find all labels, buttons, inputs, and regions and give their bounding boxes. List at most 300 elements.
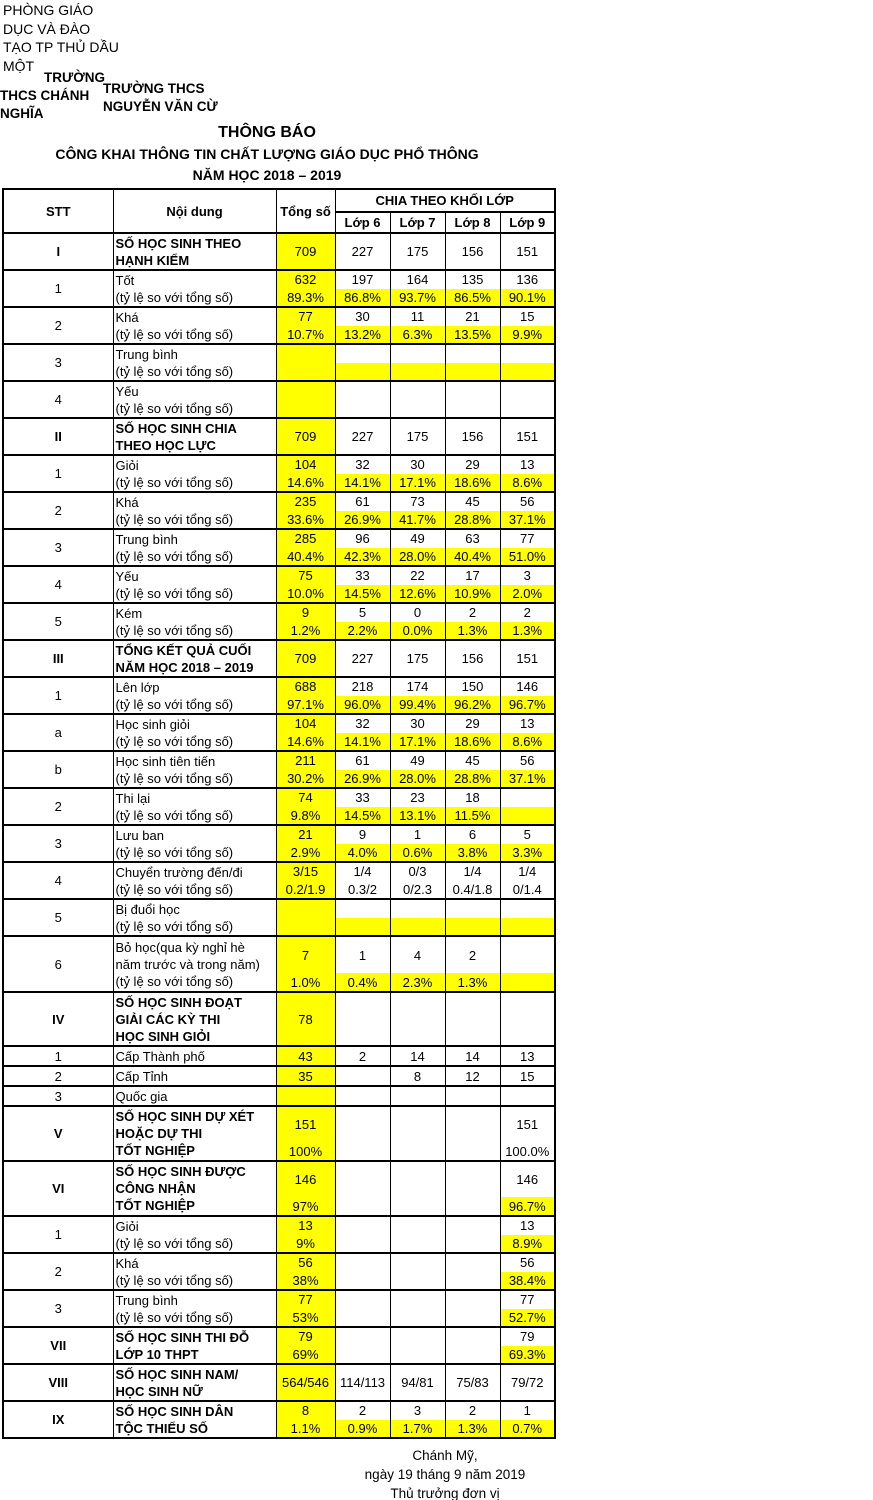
value-line: 28.0% [391, 770, 445, 788]
value-line [336, 1291, 390, 1309]
value-line: 218 [351, 679, 374, 695]
value-line: 96 [355, 531, 370, 547]
content-line: (tỷ lệ so với tổng số) [115, 474, 234, 490]
value-line: 79 [298, 1329, 313, 1345]
value-line: 30.2% [287, 770, 324, 786]
value-line [336, 363, 390, 381]
value-line: 17.1% [391, 733, 445, 751]
grade-cell [500, 307, 555, 344]
grade-cell [445, 751, 500, 788]
value-line [391, 400, 445, 418]
grade-cell [445, 677, 500, 714]
content-cell [113, 825, 276, 862]
value-line [446, 1235, 500, 1253]
stt-cell: 1 [3, 1046, 113, 1066]
grade-cell [500, 381, 555, 418]
value-line [446, 1142, 500, 1160]
value-line: 96.7% [501, 1197, 555, 1215]
value-line [336, 1272, 390, 1290]
value-line: 0/2.3 [403, 881, 432, 897]
value-line: 73 [410, 494, 425, 510]
grade-cell [335, 381, 390, 418]
stt-cell: VI [3, 1161, 113, 1216]
value-line: 53% [292, 1309, 319, 1325]
stt-cell: 2 [3, 307, 113, 344]
content-line: SỐ HỌC SINH ĐOẠT [115, 994, 242, 1010]
value-line: 28.8% [446, 511, 500, 529]
value-line: 99.4% [391, 696, 445, 714]
grade-cell [335, 751, 390, 788]
content-cell [113, 270, 276, 307]
grade-cell [445, 307, 500, 344]
value-line [501, 400, 555, 418]
grade-cell [390, 677, 445, 714]
grade-cell [445, 825, 500, 862]
grade-cell [500, 992, 555, 1046]
content-line: (tỷ lệ so với tổng số) [115, 363, 234, 379]
value-line: 38% [292, 1272, 319, 1288]
value-line [391, 993, 445, 1045]
grade-cell [390, 1401, 445, 1438]
grade-cell [500, 1046, 555, 1066]
value-line: 2.3% [391, 973, 445, 991]
school-name-chanh-nghia [0, 69, 108, 123]
value-line [336, 1254, 390, 1272]
total-cell [276, 640, 335, 677]
grade-cell [335, 603, 390, 640]
value-line: 75/83 [456, 1375, 489, 1390]
value-line [446, 1107, 500, 1142]
grade-cell [390, 751, 445, 788]
total-cell [276, 381, 335, 418]
grade-cell [335, 529, 390, 566]
stt-cell: 3 [3, 344, 113, 381]
stt-cell: 1 [3, 455, 113, 492]
content-cell [113, 1327, 276, 1364]
table-row [3, 233, 555, 270]
value-line: 0.4% [336, 973, 390, 991]
value-line [446, 400, 500, 418]
total-cell [276, 1364, 335, 1401]
header-row-top [3, 189, 555, 212]
value-line: 13.1% [391, 807, 445, 825]
value-line: 86.5% [446, 289, 500, 307]
total-cell [276, 1327, 335, 1364]
value-line: 30 [410, 457, 425, 473]
content-line: (tỷ lệ so với tổng số) [115, 807, 234, 823]
value-line: 2 [468, 605, 477, 621]
grade-cell [500, 1364, 555, 1401]
value-line: 11.5% [446, 807, 500, 825]
value-line [501, 363, 555, 381]
grade-cell [390, 270, 445, 307]
grade-cell [445, 455, 500, 492]
grade-cell [445, 1066, 500, 1086]
content-cell [113, 936, 276, 992]
content-cell [113, 899, 276, 936]
content-cell [113, 1364, 276, 1401]
value-line [336, 1217, 390, 1235]
grade-cell [445, 566, 500, 603]
value-line: 56 [298, 1255, 313, 1271]
content-line: SỐ HỌC SINH CHIA [115, 420, 237, 436]
value-line: 1.3% [501, 622, 555, 640]
value-line: 0/3 [408, 864, 427, 880]
value-line [336, 1087, 390, 1105]
stt-cell: VII [3, 1327, 113, 1364]
content-line: Yếu [115, 568, 139, 584]
value-line [501, 1087, 555, 1105]
value-line: 211 [295, 753, 316, 769]
content-line: Khá [115, 494, 139, 510]
value-line: 18.6% [446, 474, 500, 492]
total-cell [276, 714, 335, 751]
value-line [391, 1291, 445, 1309]
content-line: SỐ HỌC SINH NAM/ [115, 1366, 239, 1382]
content-line: TỔNG KẾT QUẢ CUỐI [115, 642, 252, 658]
value-line [336, 900, 390, 918]
stt-cell: 1 [3, 270, 113, 307]
value-line [446, 1328, 500, 1346]
value-line: 37.1% [501, 770, 555, 788]
notice-subtitle: CÔNG KHAI THÔNG TIN CHẤT LƯỢNG GIÁO DỤC PHỔ THÔNG [55, 146, 479, 162]
content-line: HOẶC DỰ THI [115, 1126, 203, 1141]
value-line: 0 [413, 605, 422, 621]
table-row [3, 862, 555, 899]
content-line: Quốc gia [115, 1088, 168, 1104]
grade-cell [390, 862, 445, 899]
value-line: 10.0% [287, 585, 324, 601]
value-line: 49 [410, 531, 425, 547]
grade-cell [390, 566, 445, 603]
value-line: 17.1% [391, 474, 445, 492]
value-line [501, 918, 555, 936]
text-line: NGUYỄN VĂN CỪ [103, 99, 218, 114]
content-line: (tỷ lệ so với tổng số) [115, 622, 234, 638]
grade-cell [390, 899, 445, 936]
grade-cell [500, 344, 555, 381]
value-line [336, 400, 390, 418]
content-cell [113, 381, 276, 418]
content-line: (tỷ lệ so với tổng số) [115, 1309, 234, 1325]
value-line: 11 [410, 309, 425, 325]
stt-cell: 3 [3, 1086, 113, 1106]
grade-cell [390, 936, 445, 992]
content-line: Bị đuổi học [115, 901, 180, 917]
value-line: 156 [461, 429, 484, 444]
value-line: 40.4% [446, 548, 500, 566]
value-line: 77 [520, 531, 535, 547]
value-line: 93.7% [391, 289, 445, 307]
table-row [3, 1066, 555, 1086]
table-row [3, 751, 555, 788]
value-line: 13 [520, 457, 535, 473]
grade-cell [335, 233, 390, 270]
value-line [391, 363, 445, 381]
value-line [336, 1162, 390, 1197]
grade-cell [335, 492, 390, 529]
value-line: 13 [520, 1218, 535, 1234]
content-line: (tỷ lệ so với tổng số) [115, 696, 234, 712]
grade-cell [445, 936, 500, 992]
grade-cell [445, 233, 500, 270]
table-row [3, 307, 555, 344]
value-line [277, 382, 335, 400]
grade-cell [335, 1046, 390, 1066]
value-line [336, 1235, 390, 1253]
grade-cell [335, 640, 390, 677]
total-cell [276, 1106, 335, 1161]
grade-cell [500, 1161, 555, 1216]
value-line: 14.1% [336, 733, 390, 751]
table-row [3, 344, 555, 381]
school-name-nguyen-van-cu [103, 80, 218, 116]
stt-cell: 2 [3, 1066, 113, 1086]
value-line: 30 [355, 309, 370, 325]
content-line: (tỷ lệ so với tổng số) [115, 585, 234, 601]
value-line [446, 1162, 500, 1197]
content-line: SỐ HỌC SINH ĐƯỢC [115, 1164, 246, 1179]
total-cell [276, 936, 335, 992]
table-row [3, 1290, 555, 1327]
value-line: 2 [523, 605, 531, 621]
value-line: 709 [294, 651, 317, 666]
grade-cell [390, 788, 445, 825]
content-line: Cấp Tỉnh [115, 1068, 169, 1084]
grade-cell [445, 1106, 500, 1161]
value-line: 564/546 [282, 1375, 329, 1390]
content-line: Bỏ học(qua kỳ nghỉ hè [115, 939, 245, 955]
grade-cell [390, 418, 445, 455]
value-line: 52.7% [501, 1309, 555, 1327]
stt-cell: 1 [3, 1216, 113, 1253]
content-line: (tỷ lệ so với tổng số) [115, 1272, 234, 1288]
text-line: TẠO TP THỦ DẦU [3, 39, 119, 55]
value-line: 1/4 [353, 864, 372, 880]
value-line: 1.2% [290, 622, 321, 638]
content-cell [113, 788, 276, 825]
grade-cell [445, 1364, 500, 1401]
col-header-group: CHIA THEO KHỐI LỚP [335, 189, 555, 212]
grade-cell [500, 566, 555, 603]
grade-cell [445, 270, 500, 307]
content-cell [113, 640, 276, 677]
value-line: 104 [294, 716, 317, 732]
content-line: SỐ HỌC SINH DỰ XÉT [115, 1109, 255, 1124]
value-line: 135 [461, 272, 484, 288]
title-block [0, 122, 534, 186]
grade-cell [445, 788, 500, 825]
value-line: 22 [410, 568, 425, 584]
value-line [446, 345, 500, 363]
col-header-class: Lớp 8 [445, 212, 500, 233]
grade-cell [500, 825, 555, 862]
content-cell [113, 603, 276, 640]
value-line: 164 [406, 272, 429, 288]
value-line: 69% [292, 1346, 319, 1362]
value-line: 12.6% [391, 585, 445, 603]
text-line: NGHĨA [0, 106, 44, 121]
grade-cell [445, 1253, 500, 1290]
total-cell [276, 233, 335, 270]
quality-report-table [2, 188, 556, 1439]
notice-title: THÔNG BÁO [218, 124, 316, 141]
value-line: 227 [351, 651, 374, 666]
value-line: 235 [294, 494, 317, 510]
grade-cell [335, 1364, 390, 1401]
grade-cell [390, 1253, 445, 1290]
content-line: (tỷ lệ so với tổng số) [115, 770, 234, 786]
grade-cell [390, 1066, 445, 1086]
content-line: HẠNH KIỂM [115, 252, 190, 268]
stt-cell: 4 [3, 862, 113, 899]
grade-cell [445, 1401, 500, 1438]
content-line: (tỷ lệ so với tổng số) [115, 289, 234, 305]
value-line: 14.5% [336, 585, 390, 603]
value-line: 2 [468, 1403, 477, 1419]
value-line: 10.7% [287, 326, 324, 342]
grade-cell [335, 714, 390, 751]
grade-cell [390, 1046, 445, 1066]
value-line: 96.0% [336, 696, 390, 714]
content-cell [113, 1066, 276, 1086]
value-line: 97.1% [287, 696, 324, 712]
value-line: 151 [294, 1117, 317, 1133]
grade-cell [335, 455, 390, 492]
value-line: 8 [301, 1403, 310, 1419]
value-line: 14.6% [287, 733, 324, 749]
value-line: 13 [520, 716, 535, 732]
value-line [501, 900, 555, 918]
value-line: 26.9% [336, 770, 390, 788]
value-line [391, 1235, 445, 1253]
content-line: CÔNG NHẬN [115, 1181, 196, 1196]
value-line: 14 [465, 1048, 480, 1064]
grade-cell [390, 455, 445, 492]
value-line: 3.8% [446, 844, 500, 862]
value-line: 49 [410, 753, 425, 769]
content-line: Thi lại [115, 790, 151, 806]
grade-cell [335, 1086, 390, 1106]
value-line: 3 [523, 568, 531, 584]
total-cell [276, 1290, 335, 1327]
grade-cell [445, 418, 500, 455]
value-line: 1.3% [446, 1420, 500, 1438]
value-line: 151 [516, 244, 539, 259]
content-line: HỌC SINH NỮ [115, 1383, 203, 1399]
value-line: 174 [406, 679, 429, 695]
department-name [3, 1, 128, 75]
value-line: 28.8% [446, 770, 500, 788]
value-line [391, 345, 445, 363]
content-line: Khá [115, 309, 139, 325]
grade-cell [500, 1066, 555, 1086]
value-line: 9.9% [501, 326, 555, 344]
grade-cell [500, 936, 555, 992]
value-line: 77 [298, 309, 313, 325]
grade-cell [335, 307, 390, 344]
grade-cell [335, 1327, 390, 1364]
value-line [446, 993, 500, 1045]
table-row [3, 1216, 555, 1253]
value-line [501, 382, 555, 400]
value-line: 12 [465, 1068, 480, 1084]
content-line: Học sinh giỏi [115, 716, 190, 732]
value-line: 0.0% [391, 622, 445, 640]
grade-cell [390, 492, 445, 529]
text-line: THCS CHÁNH [0, 88, 90, 103]
value-line [391, 1142, 445, 1160]
value-line: 227 [351, 244, 374, 259]
grade-cell [445, 1216, 500, 1253]
value-line [446, 1254, 500, 1272]
total-cell [276, 492, 335, 529]
value-line: 1.0% [290, 974, 321, 990]
value-line: 151 [516, 429, 539, 444]
grade-cell [335, 862, 390, 899]
value-line [391, 382, 445, 400]
school-year: NĂM HỌC 2018 – 2019 [192, 167, 342, 183]
content-cell [113, 1216, 276, 1253]
value-line: 15 [520, 1068, 535, 1084]
value-line: 688 [294, 679, 317, 695]
grade-cell [500, 1106, 555, 1161]
content-line: SỐ HỌC SINH THI ĐỖ [115, 1329, 250, 1345]
value-line: 156 [461, 651, 484, 666]
value-line: 4.0% [336, 844, 390, 862]
grade-cell [335, 566, 390, 603]
content-line: SỐ HỌC SINH THEO [115, 235, 242, 251]
value-line: 18.6% [446, 733, 500, 751]
table-row [3, 899, 555, 936]
value-line: 89.3% [287, 289, 324, 305]
content-line: (tỷ lệ so với tổng số) [115, 400, 234, 416]
stt-cell: 2 [3, 788, 113, 825]
grade-cell [500, 899, 555, 936]
stt-cell: III [3, 640, 113, 677]
value-line: 77 [520, 1292, 535, 1308]
value-line [336, 1309, 390, 1327]
grade-cell [445, 1161, 500, 1216]
value-line: 151 [516, 651, 539, 666]
value-line: 104 [294, 457, 317, 473]
value-line: 79 [520, 1329, 535, 1345]
content-cell [113, 1046, 276, 1066]
content-line: (tỷ lệ so với tổng số) [115, 733, 234, 749]
text-line: Thủ trưởng đơn vị [390, 1486, 500, 1500]
content-line: Chuyển trường đến/đi [115, 864, 243, 880]
value-line: 9.8% [290, 807, 321, 823]
content-cell [113, 344, 276, 381]
total-cell [276, 418, 335, 455]
col-header-tongso: Tổng số [276, 189, 335, 233]
value-line: 41.7% [391, 511, 445, 529]
grade-cell [390, 344, 445, 381]
value-line: 1.3% [446, 973, 500, 991]
value-line [277, 1087, 335, 1105]
grade-cell [500, 529, 555, 566]
content-line: (tỷ lệ so với tổng số) [115, 1235, 234, 1251]
grade-cell [445, 899, 500, 936]
content-line: năm trước và trong năm) [115, 956, 260, 972]
value-line: 29 [465, 716, 480, 732]
value-line: 8.6% [501, 733, 555, 751]
value-line: 28.0% [391, 548, 445, 566]
value-line: 150 [461, 679, 484, 695]
value-line: 0.6% [391, 844, 445, 862]
value-line: 17 [465, 568, 480, 584]
grade-cell [500, 1290, 555, 1327]
